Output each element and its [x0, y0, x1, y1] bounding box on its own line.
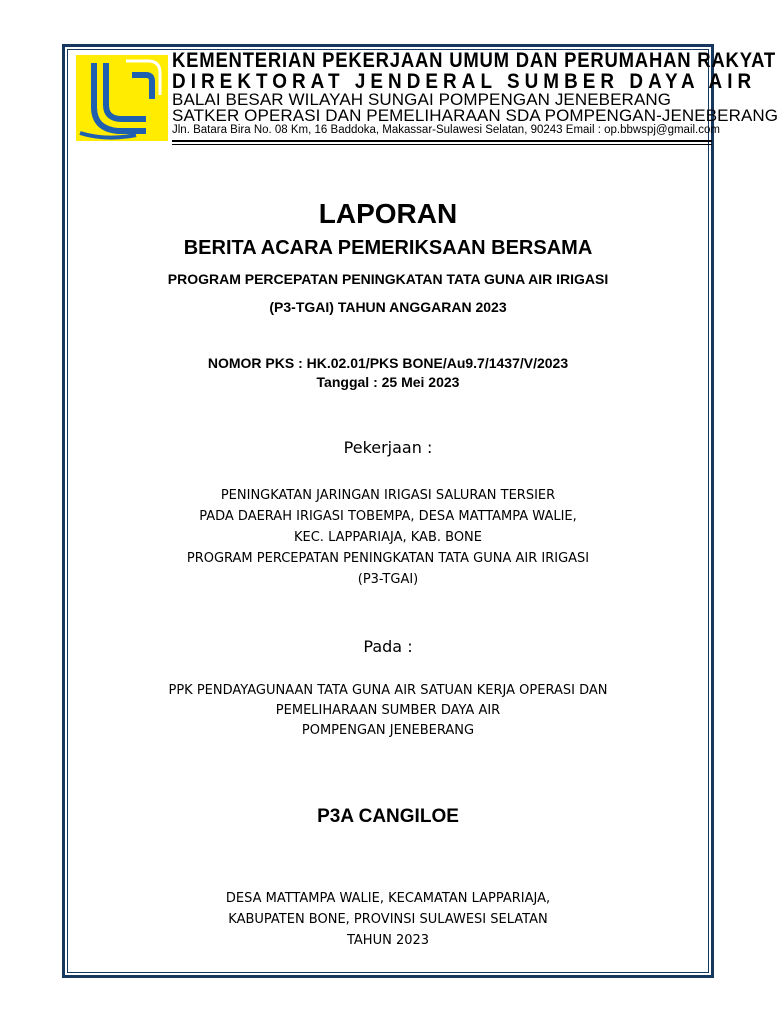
letterhead-rule-thin	[172, 144, 712, 145]
p3a-name: P3A CANGILOE	[317, 806, 459, 827]
letterhead-ministry: KEMENTERIAN PEKERJAAN UMUM DAN PERUMAHAN RAKYAT	[172, 49, 776, 72]
document-title: LAPORAN	[318, 198, 458, 229]
pks-number: NOMOR PKS : HK.02.01/PKS BONE/Au9.7/1437/V/2023	[207, 355, 569, 371]
pekerjaan-label: Pekerjaan :	[343, 438, 433, 457]
ministry-logo	[76, 55, 168, 141]
pks-date: Tanggal : 25 Mei 2023	[316, 374, 460, 390]
pekerjaan-line: PROGRAM PERCEPATAN PENINGKATAN TATA GUNA AIR IRIGASI	[186, 551, 590, 566]
ppk-description	[67, 681, 709, 741]
pekerjaan-description	[67, 485, 709, 590]
location-line: TAHUN 2023	[346, 933, 430, 948]
pekerjaan-line: (P3-TGAI)	[357, 572, 419, 587]
location-block	[67, 888, 709, 951]
letterhead-directorate: DIREKTORAT JENDERAL SUMBER DAYA AIR	[172, 70, 757, 93]
letterhead-address: Jln. Batara Bira No. 08 Km, 16 Baddoka, Makassar-Sulawesi Selatan, 90243 Email : op.bbwspj@gmail.com	[172, 124, 720, 136]
document-subtitle: BERITA ACARA PEMERIKSAAN BERSAMA	[183, 237, 593, 259]
program-line-1: PROGRAM PERCEPATAN PENINGKATAN TATA GUNA AIR IRIGASI	[167, 271, 609, 287]
pekerjaan-line: PADA DAERAH IRIGASI TOBEMPA, DESA MATTAMPA WALIE,	[199, 509, 577, 524]
letterhead-satker: SATKER OPERASI DAN PEMELIHARAAN SDA POMPENGAN-JENEBERANG	[172, 106, 778, 125]
ppk-line: PPK PENDAYAGUNAAN TATA GUNA AIR SATUAN KERJA OPERASI DAN	[168, 683, 608, 698]
ppk-line: PEMELIHARAAN SUMBER DAYA AIR	[275, 703, 501, 718]
pekerjaan-line: KEC. LAPPARIAJA, KAB. BONE	[293, 530, 482, 545]
pada-label: Pada :	[363, 637, 413, 656]
location-line: DESA MATTAMPA WALIE, KECAMATAN LAPPARIAJA,	[225, 891, 551, 906]
letterhead-rule-thick	[172, 140, 712, 142]
letterhead-balai: BALAI BESAR WILAYAH SUNGAI POMPENGAN JENEBERANG	[172, 90, 672, 109]
program-line-2: (P3-TGAI) TAHUN ANGGARAN 2023	[269, 299, 507, 315]
pekerjaan-line: PENINGKATAN JARINGAN IRIGASI SALURAN TERSIER	[220, 488, 556, 503]
ppk-line: POMPENGAN JENEBERANG	[301, 723, 475, 738]
location-line: KABUPATEN BONE, PROVINSI SULAWESI SELATAN	[228, 912, 548, 927]
